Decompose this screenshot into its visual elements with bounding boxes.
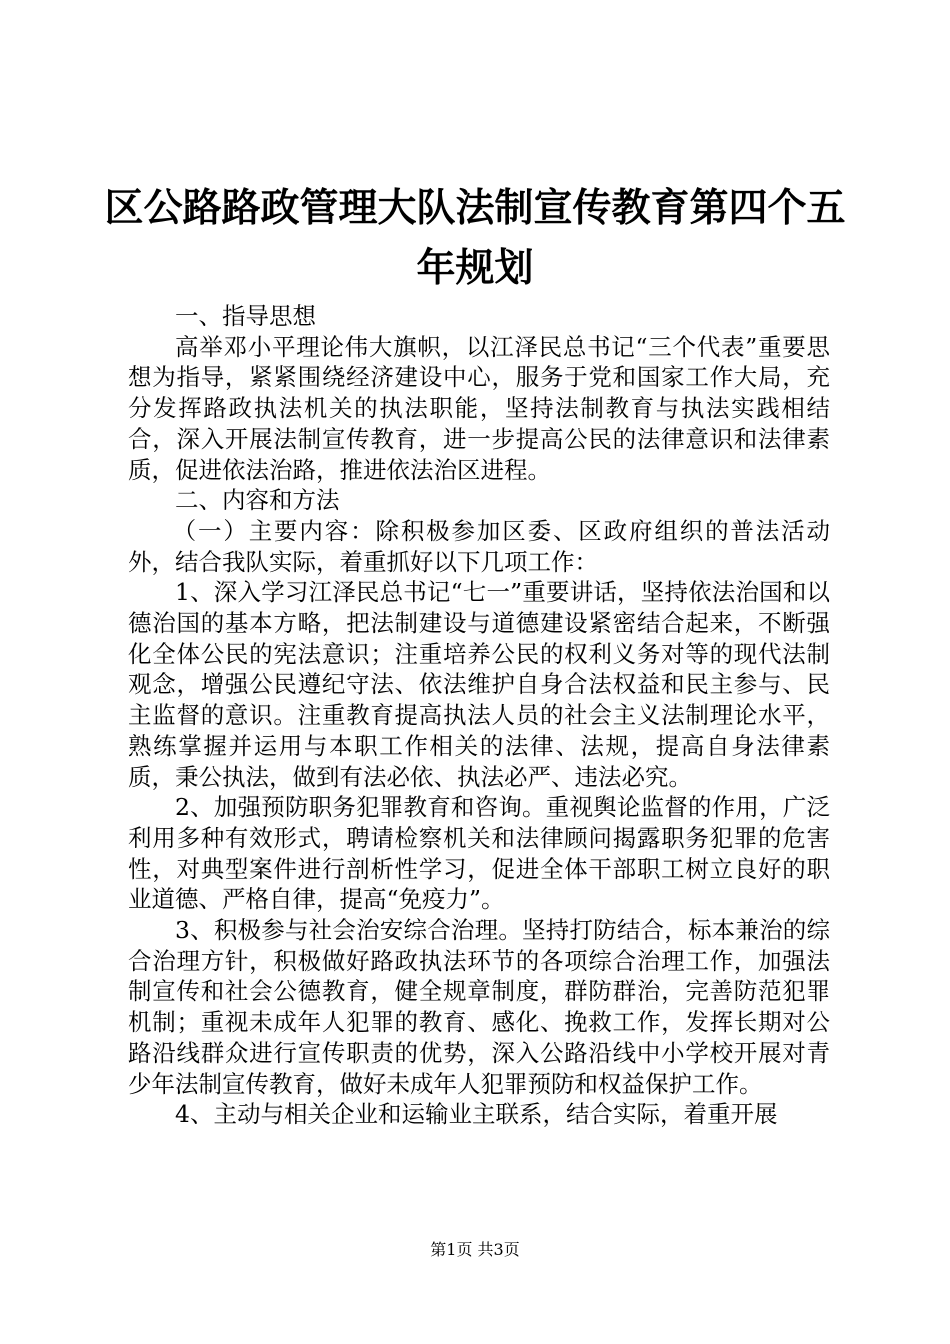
paragraph-main-content: （一）主要内容：除积极参加区委、区政府组织的普法活动外，结合我队实际，着重抓好以下几项工作： <box>128 516 830 576</box>
section-heading-content-methods: 二、内容和方法 <box>175 486 340 515</box>
section-heading-guiding-ideology: 一、指导思想 <box>175 302 316 330</box>
paragraph-item-4: 4、主动与相关企业和运输业主联系，结合实际，着重开展 <box>175 1100 778 1129</box>
paragraph-guiding-ideology: 高举邓小平理论伟大旗帜，以江泽民总书记“三个代表”重要思想为指导，紧紧围绕经济建设中心，服务于党和国家工作大局，充分发挥路政执法机关的执法职能，坚持法制教育与执法实践相结合，深入开展法制宣传教育，进一步提高公民的法律意识和法律素质，促进依法治路，推进依法治区进程。 <box>128 332 830 484</box>
paragraph-item-3: 3、积极参与社会治安综合治理。坚持打防结合，标本兼治的综合治理方针，积极做好路政执法环节的各项综合治理工作，加强法制宣传和社会公德教育，健全规章制度，群防群治，完善防范犯罪机制；重视未成年人犯罪的教育、感化、挽救工作，发挥长期对公路沿线群众进行宣传职责的优势，深入公路沿线中小学校开展对青少年法制宣传教育，做好未成年人犯罪预防和权益保护工作。 <box>128 916 830 1098</box>
paragraph-item-1: 1、深入学习江泽民总书记“七一”重要讲话，坚持依法治国和以德治国的基本方略，把法制建设与道德建设紧密结合起来，不断强化全体公民的宪法意识；注重培养公民的权利义务对等的现代法制观念，增强公民遵纪守法、依法维护自身合法权益和民主参与、民主监督的意识。注重教育提高执法人员的社会主义法制理论水平，熟练掌握并运用与本职工作相关的法律、法规，提高自身法律素质，秉公执法，做到有法必依、执法必严、违法必究。 <box>128 578 830 791</box>
document-title: 区公路路政管理大队法制宣传教育第四个五年规划 <box>104 185 846 291</box>
page-footer: 第1页 共3页 <box>430 1240 520 1259</box>
paragraph-item-2: 2、加强预防职务犯罪教育和咨询。重视舆论监督的作用，广泛利用多种有效形式，聘请检察机关和法律顾问揭露职务犯罪的危害性，对典型案件进行剖析性学习，促进全体干部职工树立良好的职业道德、严格自律，提高“免疫力”。 <box>128 793 830 914</box>
document-body <box>128 301 830 1130</box>
